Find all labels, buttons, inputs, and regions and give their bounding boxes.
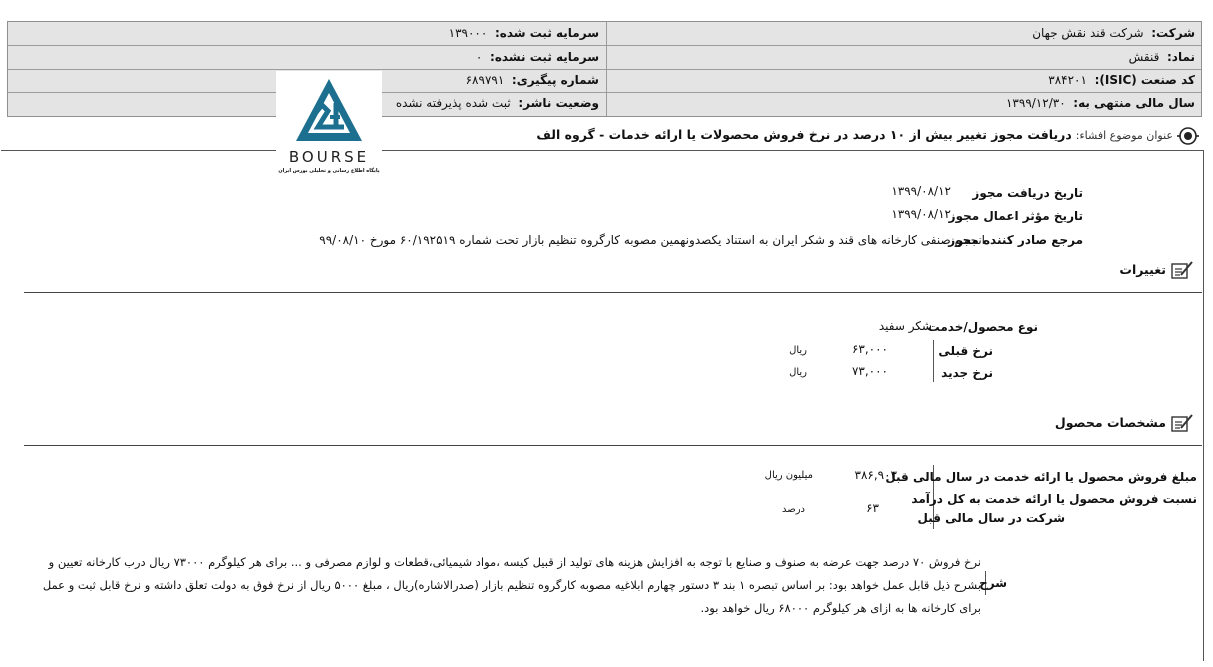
bourse-logo — [276, 71, 382, 181]
ratio-label-line1: نسبت فروش محصول یا ارائه خدمت به کل درآمد — [911, 492, 1197, 506]
product-type-label: نوع محصول/خدمت — [927, 320, 1038, 334]
capital-registered-field: سرمایه ثبت شده: ۱۳۹۰۰۰ — [448, 26, 599, 40]
header-table — [7, 21, 1202, 117]
header-row — [8, 69, 1201, 93]
receive-date-label: تاریخ دریافت مجوز — [972, 186, 1083, 200]
old-rate-value: ۶۳,۰۰۰ — [851, 342, 888, 356]
ratio-value: ۶۳ — [866, 501, 879, 515]
edit-note-icon — [1170, 260, 1194, 280]
ratio-label-line2: شرکت در سال مالی قبل — [917, 511, 1065, 525]
old-rate-unit: ریال — [789, 345, 807, 356]
product-type-value: شکر سفید — [878, 319, 932, 333]
header-row — [8, 22, 1201, 46]
symbol-field: نماد: قنقش — [1128, 50, 1195, 64]
column-divider — [933, 340, 934, 382]
section-divider — [24, 292, 1202, 293]
ratio-unit: درصد — [781, 504, 805, 515]
capital-unregistered-field: سرمایه ثبت نشده: ۰ — [475, 50, 599, 64]
isic-field: کد صنعت (ISIC): ۳۸۴۲۰۱ — [1048, 73, 1195, 87]
header-row — [8, 46, 1201, 70]
effective-date-label: تاریخ مؤثر اعمال مجوز — [948, 209, 1083, 223]
new-rate-label: نرخ جدید — [941, 366, 993, 380]
new-rate-value: ۷۳,۰۰۰ — [851, 364, 888, 378]
description-label: شرح — [979, 576, 1007, 590]
tracking-field: شماره پیگیری: ۶۸۹۷۹۱ — [465, 73, 599, 87]
new-rate-unit: ریال — [789, 367, 807, 378]
issuer-label: مرجع صادر کننده مجوز — [948, 233, 1083, 247]
description-line-3: برای کارخانه ها به ازای هر کیلوگرم ۶۸۰۰۰ ریال خواهد بود. — [700, 601, 981, 615]
description-line-2: بشرح ذیل قابل عمل خواهد بود: بر اساس تبصره ۱ بند ۳ دستور چهارم ابلاغیه مصوبه کارگروه تنظیم بازار (صدرالاشاره)ریال ، مبلغ ۵۰۰۰ ریال از نرخ فوق به دولت تعلق داشته و نرخ قابل ثبت و عمل — [42, 578, 981, 592]
section-divider — [24, 445, 1202, 446]
bourse-logo-text: BOURSE — [288, 148, 370, 166]
bourse-logo-subtitle: پایگاه اطلاع رسانی و تحلیلی بورس ایران — [278, 168, 380, 174]
effective-date-value: ۱۳۹۹/۰۸/۱۲ — [891, 207, 951, 221]
disclosure-subject: عنوان موضوع افشاء: دریافت مجوز تغییر بیش از ۱۰ درصد در نرخ فروش محصولات یا ارائه خدمات - گروه الف — [536, 127, 1173, 142]
publisher-status-field: وضعیت ناشر: ثبت شده پذیرفته نشده — [395, 96, 599, 110]
issuer-value: انجمن صنفی کارخانه های قند و شکر ایران به استناد یکصدونهمین مصوبه کارگروه تنظیم بازار تحت شماره ۶۰/۱۹۲۵۱۹ مورخ ۹۹/۰۸/۱۰ — [319, 233, 985, 247]
company-field: شرکت: شرکت قند نقش جهان — [1032, 26, 1195, 40]
changes-section-title: تغییرات — [1119, 262, 1166, 277]
bourse-logo-icon — [292, 75, 366, 147]
page-title: دریافت مجوز تغییر بیش از ۱۰ درصد در نرخ فروش محصولات یا ارائه خدمات - گروه الف — [536, 127, 1072, 142]
product-section-title: مشخصات محصول — [1054, 415, 1166, 430]
old-rate-label: نرخ قبلی — [938, 344, 993, 358]
sales-value: ۳۸۶,۹۰۳ — [854, 468, 897, 482]
target-icon — [1177, 125, 1199, 147]
sales-label: مبلغ فروش محصول یا ارائه خدمت در سال مالی قبل — [885, 470, 1197, 484]
edit-note-icon — [1170, 413, 1194, 433]
fiscal-year-field: سال مالی منتهی به: ۱۳۹۹/۱۲/۳۰ — [1005, 96, 1195, 110]
sales-unit: میلیون ریال — [764, 470, 813, 481]
receive-date-value: ۱۳۹۹/۰۸/۱۲ — [891, 184, 951, 198]
description-line-1: نرخ فروش ۷۰ درصد جهت عرضه به صنوف و صنایع با توجه به افزایش هزینه های تولید از قبیل کیسه ،مواد شیمیائی،قطعات و لوازم مصرفی و ... برای هر کیلوگرم ۷۳۰۰۰ ریال درب کارخانه تعیین و — [48, 555, 981, 569]
header-row — [8, 92, 1201, 115]
